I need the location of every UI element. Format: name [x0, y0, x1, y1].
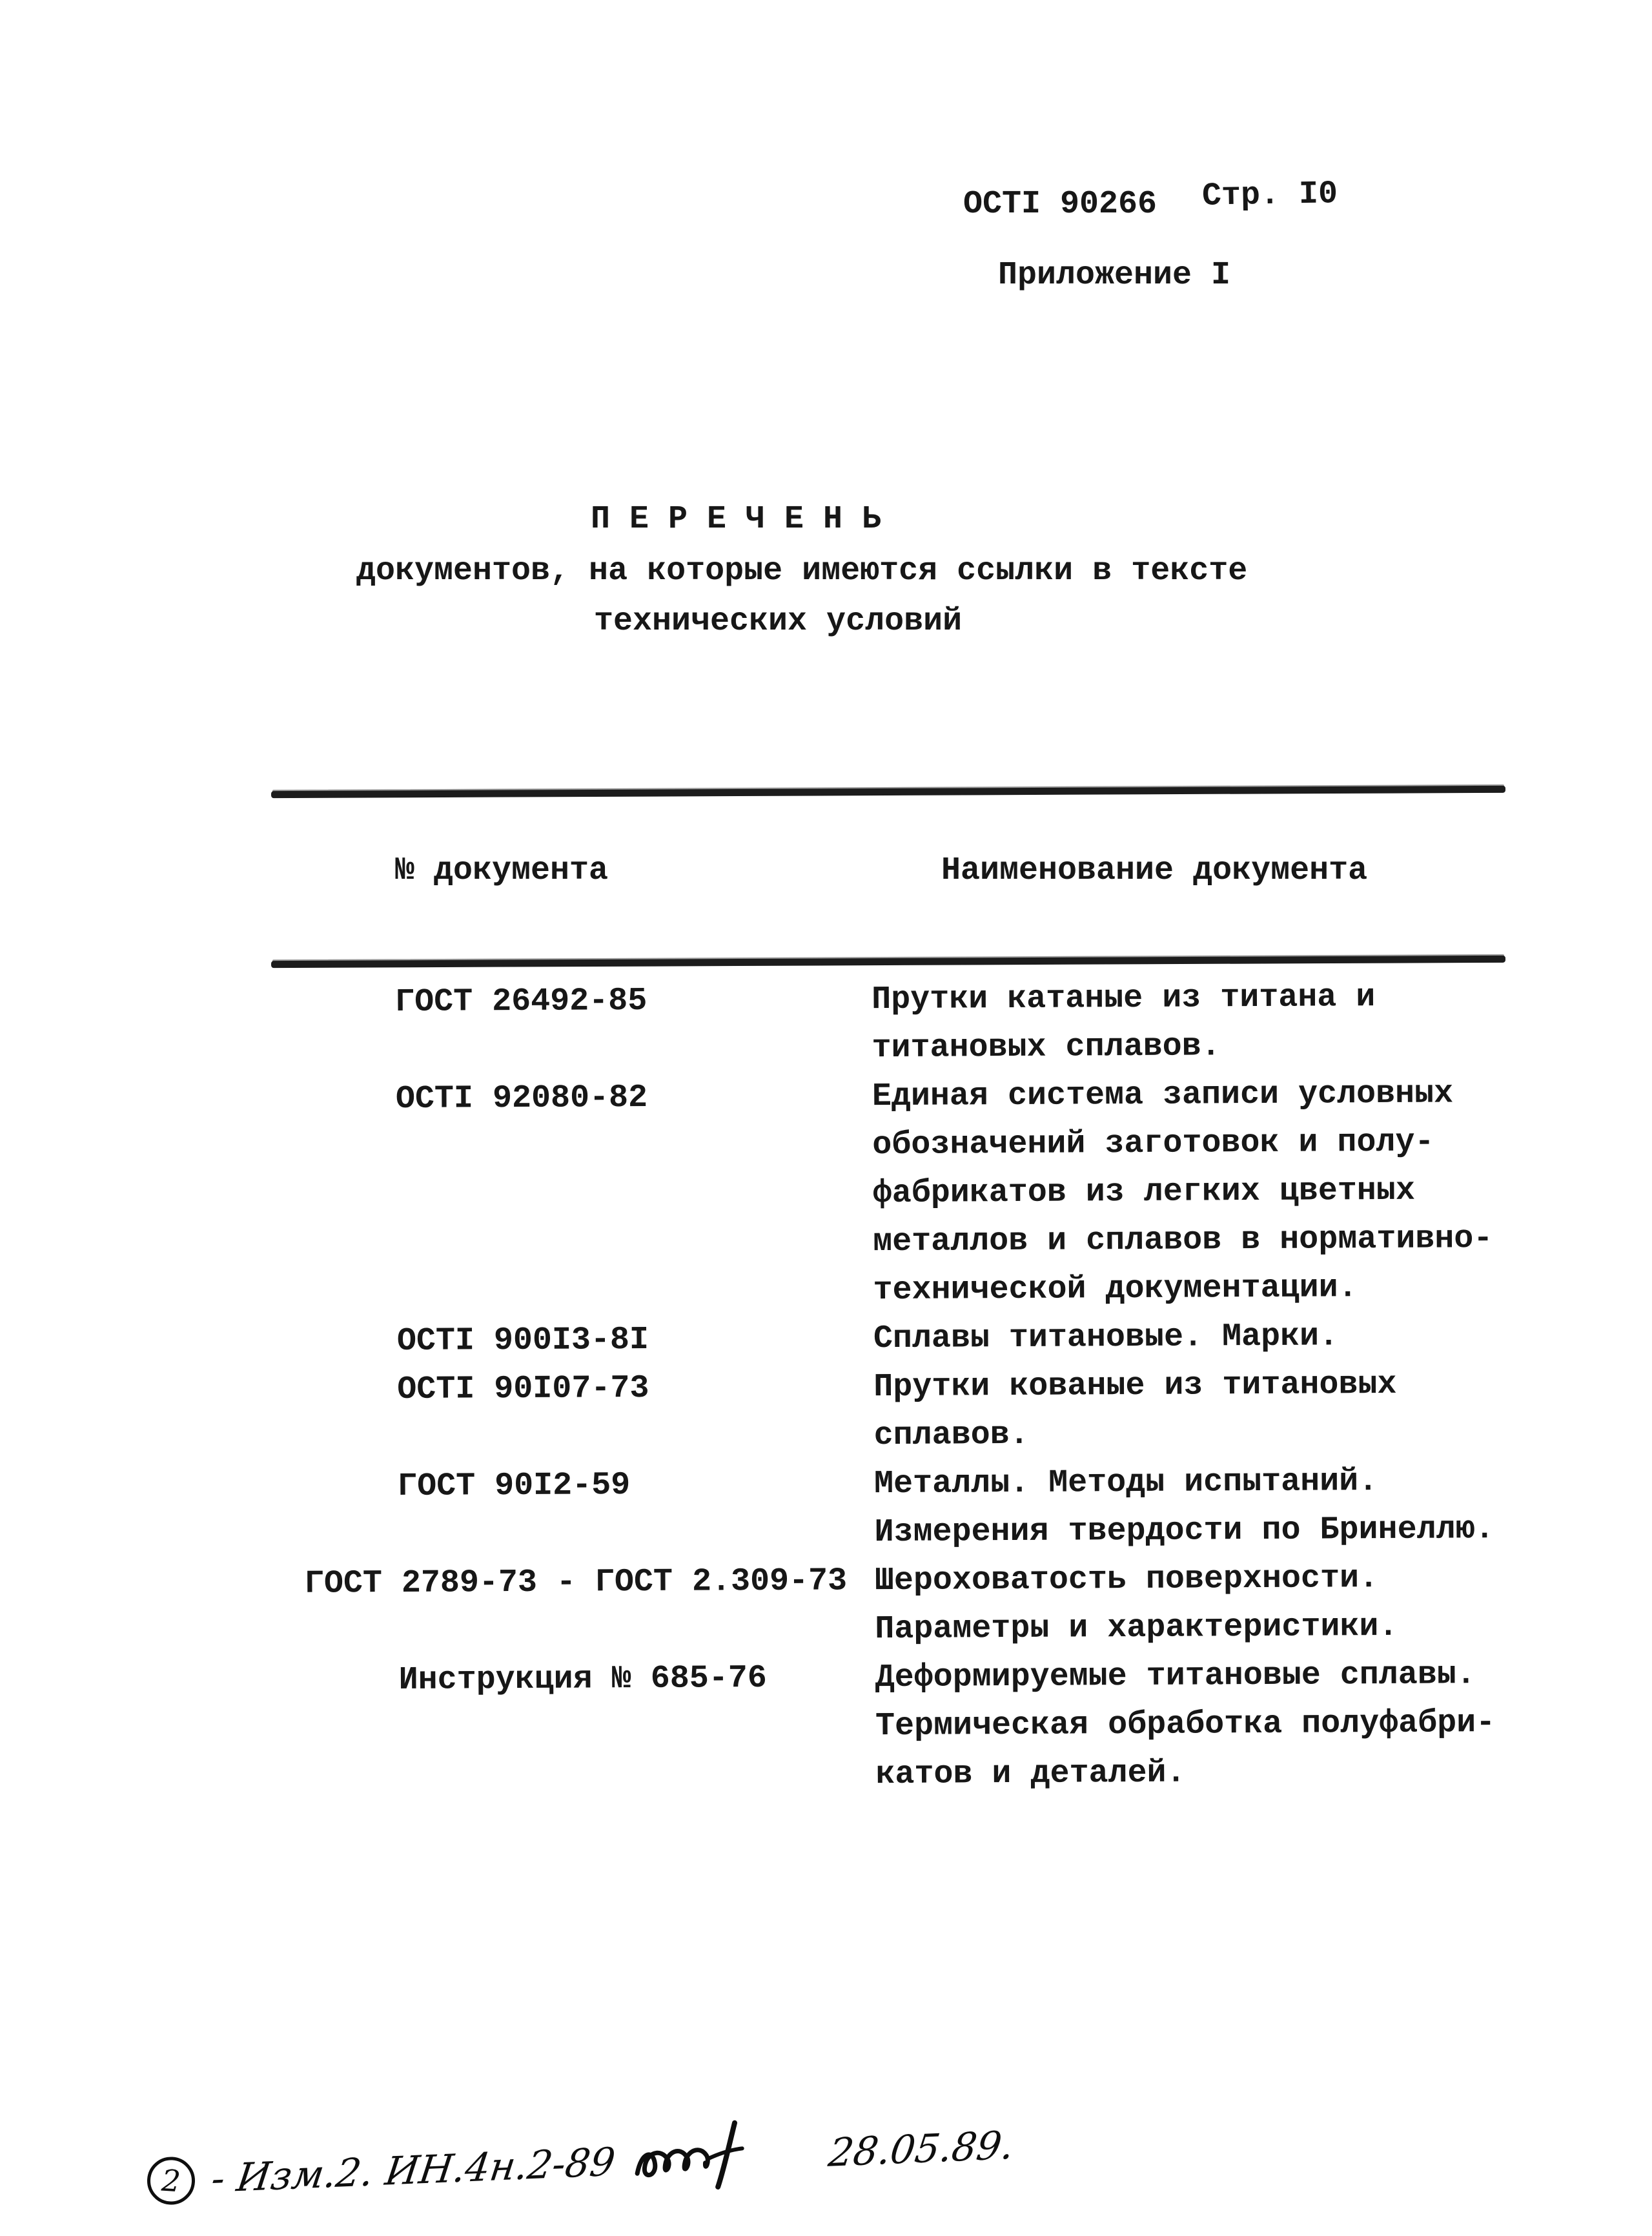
doc-name-line: Деформируемые титановые сплавы.: [875, 1656, 1476, 1697]
table-row: [273, 1311, 1558, 1366]
table-row: [273, 1360, 1558, 1463]
table-row: [272, 1069, 1558, 1318]
circled-revision-marker: 2: [146, 2155, 197, 2206]
doc-name: [875, 1650, 1560, 1800]
doc-name-line: Прутки кованые из титановых: [873, 1366, 1397, 1406]
doc-name-line: фабрикатов из легких цветных: [872, 1172, 1416, 1213]
column-header-number: № документа: [395, 852, 609, 889]
doc-number: ГОСТ 26492-85: [395, 982, 648, 1021]
doc-name-line: Параметры и характеристики.: [875, 1608, 1398, 1648]
doc-number: ГОСТ 2789-73 - ГОСТ 2.309-73: [304, 1563, 848, 1603]
document-number: ОСТI 90266: [963, 186, 1157, 223]
doc-name-line: Сплавы титановые. Марки.: [873, 1318, 1339, 1358]
table-row: [274, 1554, 1560, 1657]
revision-date: 28.05.89.: [826, 2122, 1017, 2176]
table-row: [274, 1457, 1559, 1560]
page-number-label: Стр. I0: [1201, 176, 1338, 215]
doc-name: [875, 1554, 1560, 1654]
table-header-row: [271, 852, 1505, 889]
doc-name-line: Прутки катаные из титана и: [872, 979, 1376, 1019]
doc-name: [872, 1069, 1558, 1315]
doc-number: ОСТI 92080-82: [395, 1079, 648, 1118]
table-header-rule: [271, 956, 1505, 968]
doc-name: [873, 1360, 1558, 1461]
appendix-label: Приложение I: [998, 257, 1231, 294]
table-body: [271, 972, 1560, 1802]
revision-note-text: - Изм.2. ИН.4н.2-89: [209, 2139, 618, 2202]
handwritten-revision-note: [145, 2102, 1015, 2224]
doc-name: [872, 972, 1556, 1073]
doc-name-line: технической документации.: [873, 1269, 1358, 1309]
table-top-rule: [271, 786, 1505, 798]
doc-name-line: Измерения твердости по Бринеллю.: [874, 1511, 1494, 1552]
doc-name-line: сплавов.: [873, 1416, 1029, 1455]
doc-name-line: Термическая обработка полуфабри-: [875, 1705, 1496, 1745]
column-header-name: Наименование документа: [941, 852, 1368, 889]
table-row: [271, 972, 1556, 1076]
doc-name-line: катов и деталей.: [875, 1754, 1186, 1794]
table-row: [274, 1650, 1560, 1802]
doc-number: ОСТI 900I3-8I: [396, 1321, 649, 1360]
doc-number: ГОСТ 90I2-59: [397, 1467, 631, 1505]
page-header: [963, 176, 1338, 223]
doc-name-line: Единая система записи условных: [872, 1075, 1454, 1116]
title-line-2: документов, на которые имеются ссылки в тексте: [356, 553, 1248, 590]
doc-number: Инструкция № 685-76: [398, 1659, 767, 1699]
doc-name-line: титановых сплавов.: [872, 1028, 1221, 1067]
doc-name-line: металлов и сплавов в нормативно-: [872, 1220, 1493, 1261]
title-line-3: технических условий: [594, 603, 963, 640]
title-line-1: П Е Р Е Ч Е Н Ь: [591, 501, 882, 538]
doc-name-line: обозначений заготовок и полу-: [872, 1123, 1434, 1164]
signature-scribble-icon: [630, 2116, 814, 2204]
doc-name-line: Металлы. Методы испытаний.: [873, 1463, 1378, 1503]
doc-name: [874, 1457, 1559, 1557]
doc-number: ОСТI 90I07-73: [397, 1369, 649, 1408]
doc-name: [873, 1311, 1558, 1364]
doc-name-line: Шероховатость поверхности.: [874, 1560, 1379, 1600]
